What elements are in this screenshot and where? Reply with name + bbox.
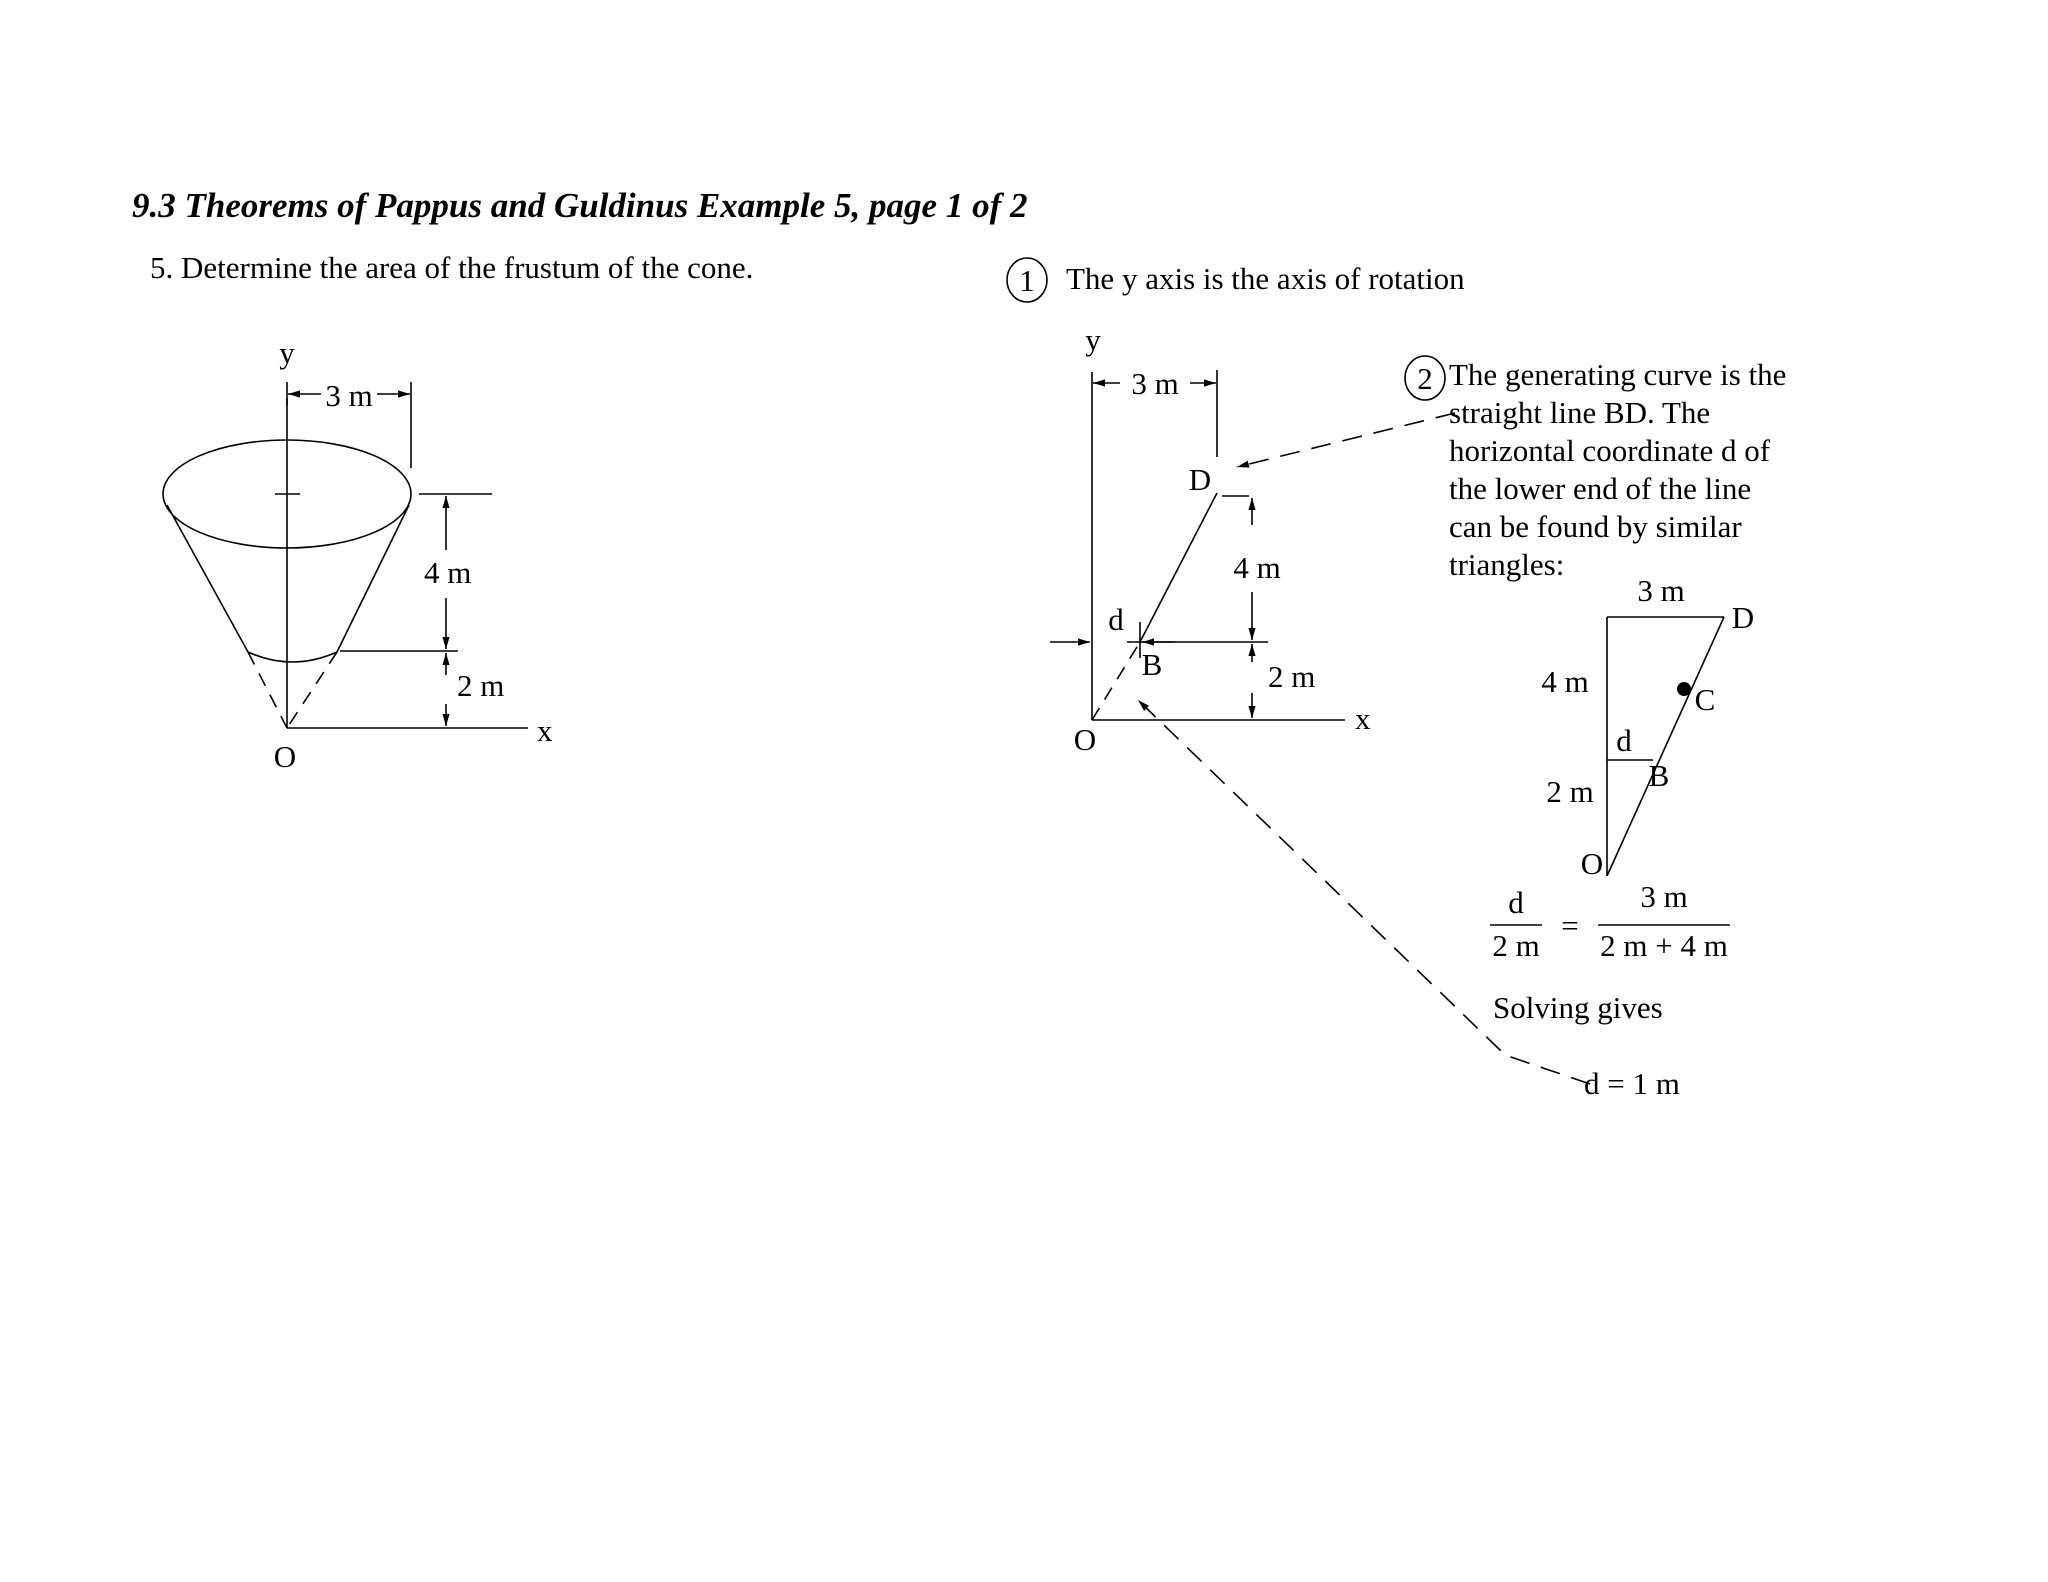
leader-step2-to-d — [1237, 413, 1455, 467]
triangle-origin: O — [1580, 846, 1604, 881]
triangle-d-label: d — [1616, 723, 1632, 758]
result-text: d = 1 m — [1584, 1066, 1680, 1101]
step-2-line: can be found by similar — [1449, 509, 1742, 544]
cone-dim-2m-label: 2 m — [457, 668, 505, 703]
equation — [1492, 879, 1728, 963]
equation-rhs-denominator: 2 m + 4 m — [1600, 928, 1728, 963]
step-2-badge — [1405, 356, 1445, 400]
curve-d-label: d — [1108, 602, 1124, 637]
line-ob-dashed — [1092, 642, 1140, 720]
step-2-line: The generating curve is the — [1449, 357, 1787, 392]
equation-lhs-numerator: d — [1508, 885, 1524, 920]
step-1-number: 1 — [1019, 263, 1035, 298]
cone-bottom-arc — [248, 652, 337, 662]
step-2-line: horizontal coordinate d of — [1449, 433, 1771, 468]
triangle-3m-label: 3 m — [1637, 573, 1685, 608]
step-1-badge — [1007, 258, 1047, 302]
triangle-4m-label: 4 m — [1541, 664, 1589, 699]
solving-text: Solving gives — [1493, 990, 1663, 1025]
triangle-point-d: D — [1731, 600, 1755, 635]
cone-origin-label: O — [273, 739, 297, 774]
curve-dim-3m-label: 3 m — [1131, 366, 1179, 401]
point-b-label: B — [1141, 647, 1163, 682]
cone-x-label: x — [537, 713, 553, 748]
cone-hidden-right — [287, 652, 337, 728]
step-2-paragraph — [1449, 356, 1786, 584]
triangle-2m-label: 2 m — [1546, 774, 1594, 809]
line-bd — [1140, 493, 1217, 642]
curve-dim-2m-label: 2 m — [1268, 659, 1316, 694]
triangle-point-b: B — [1648, 758, 1670, 793]
page-title: 9.3 Theorems of Pappus and Guldinus Example 5, page 1 of 2 — [132, 186, 1028, 225]
curve-origin-label: O — [1073, 722, 1097, 757]
step-2-line: the lower end of the line — [1449, 471, 1752, 506]
equation-equals: = — [1561, 908, 1579, 943]
problem-statement: 5. Determine the area of the frustum of the cone. — [150, 250, 754, 285]
cone-right-side — [337, 505, 409, 652]
cone-hidden-left — [248, 652, 287, 728]
cone-left-side — [167, 505, 248, 652]
curve-y-label: y — [1085, 322, 1101, 357]
equation-lhs-denominator: 2 m — [1492, 928, 1540, 963]
step-2-line: straight line BD. The — [1449, 395, 1711, 430]
curve-dim-4m-label: 4 m — [1233, 550, 1281, 585]
step-2-number: 2 — [1417, 361, 1433, 396]
point-d-label: D — [1188, 462, 1212, 497]
point-c-dot — [1677, 682, 1691, 696]
cone-y-label: y — [279, 335, 295, 370]
triangle-figure — [1490, 617, 1730, 925]
step-1-text: The y axis is the axis of rotation — [1066, 261, 1465, 296]
equation-rhs-numerator: 3 m — [1640, 879, 1688, 914]
cone-dim-4m-label: 4 m — [424, 555, 472, 590]
triangle-point-c: C — [1694, 682, 1716, 717]
cone-dim-3m-label: 3 m — [325, 378, 373, 413]
curve-x-label: x — [1355, 701, 1371, 736]
step-2-line: triangles: — [1449, 547, 1565, 582]
